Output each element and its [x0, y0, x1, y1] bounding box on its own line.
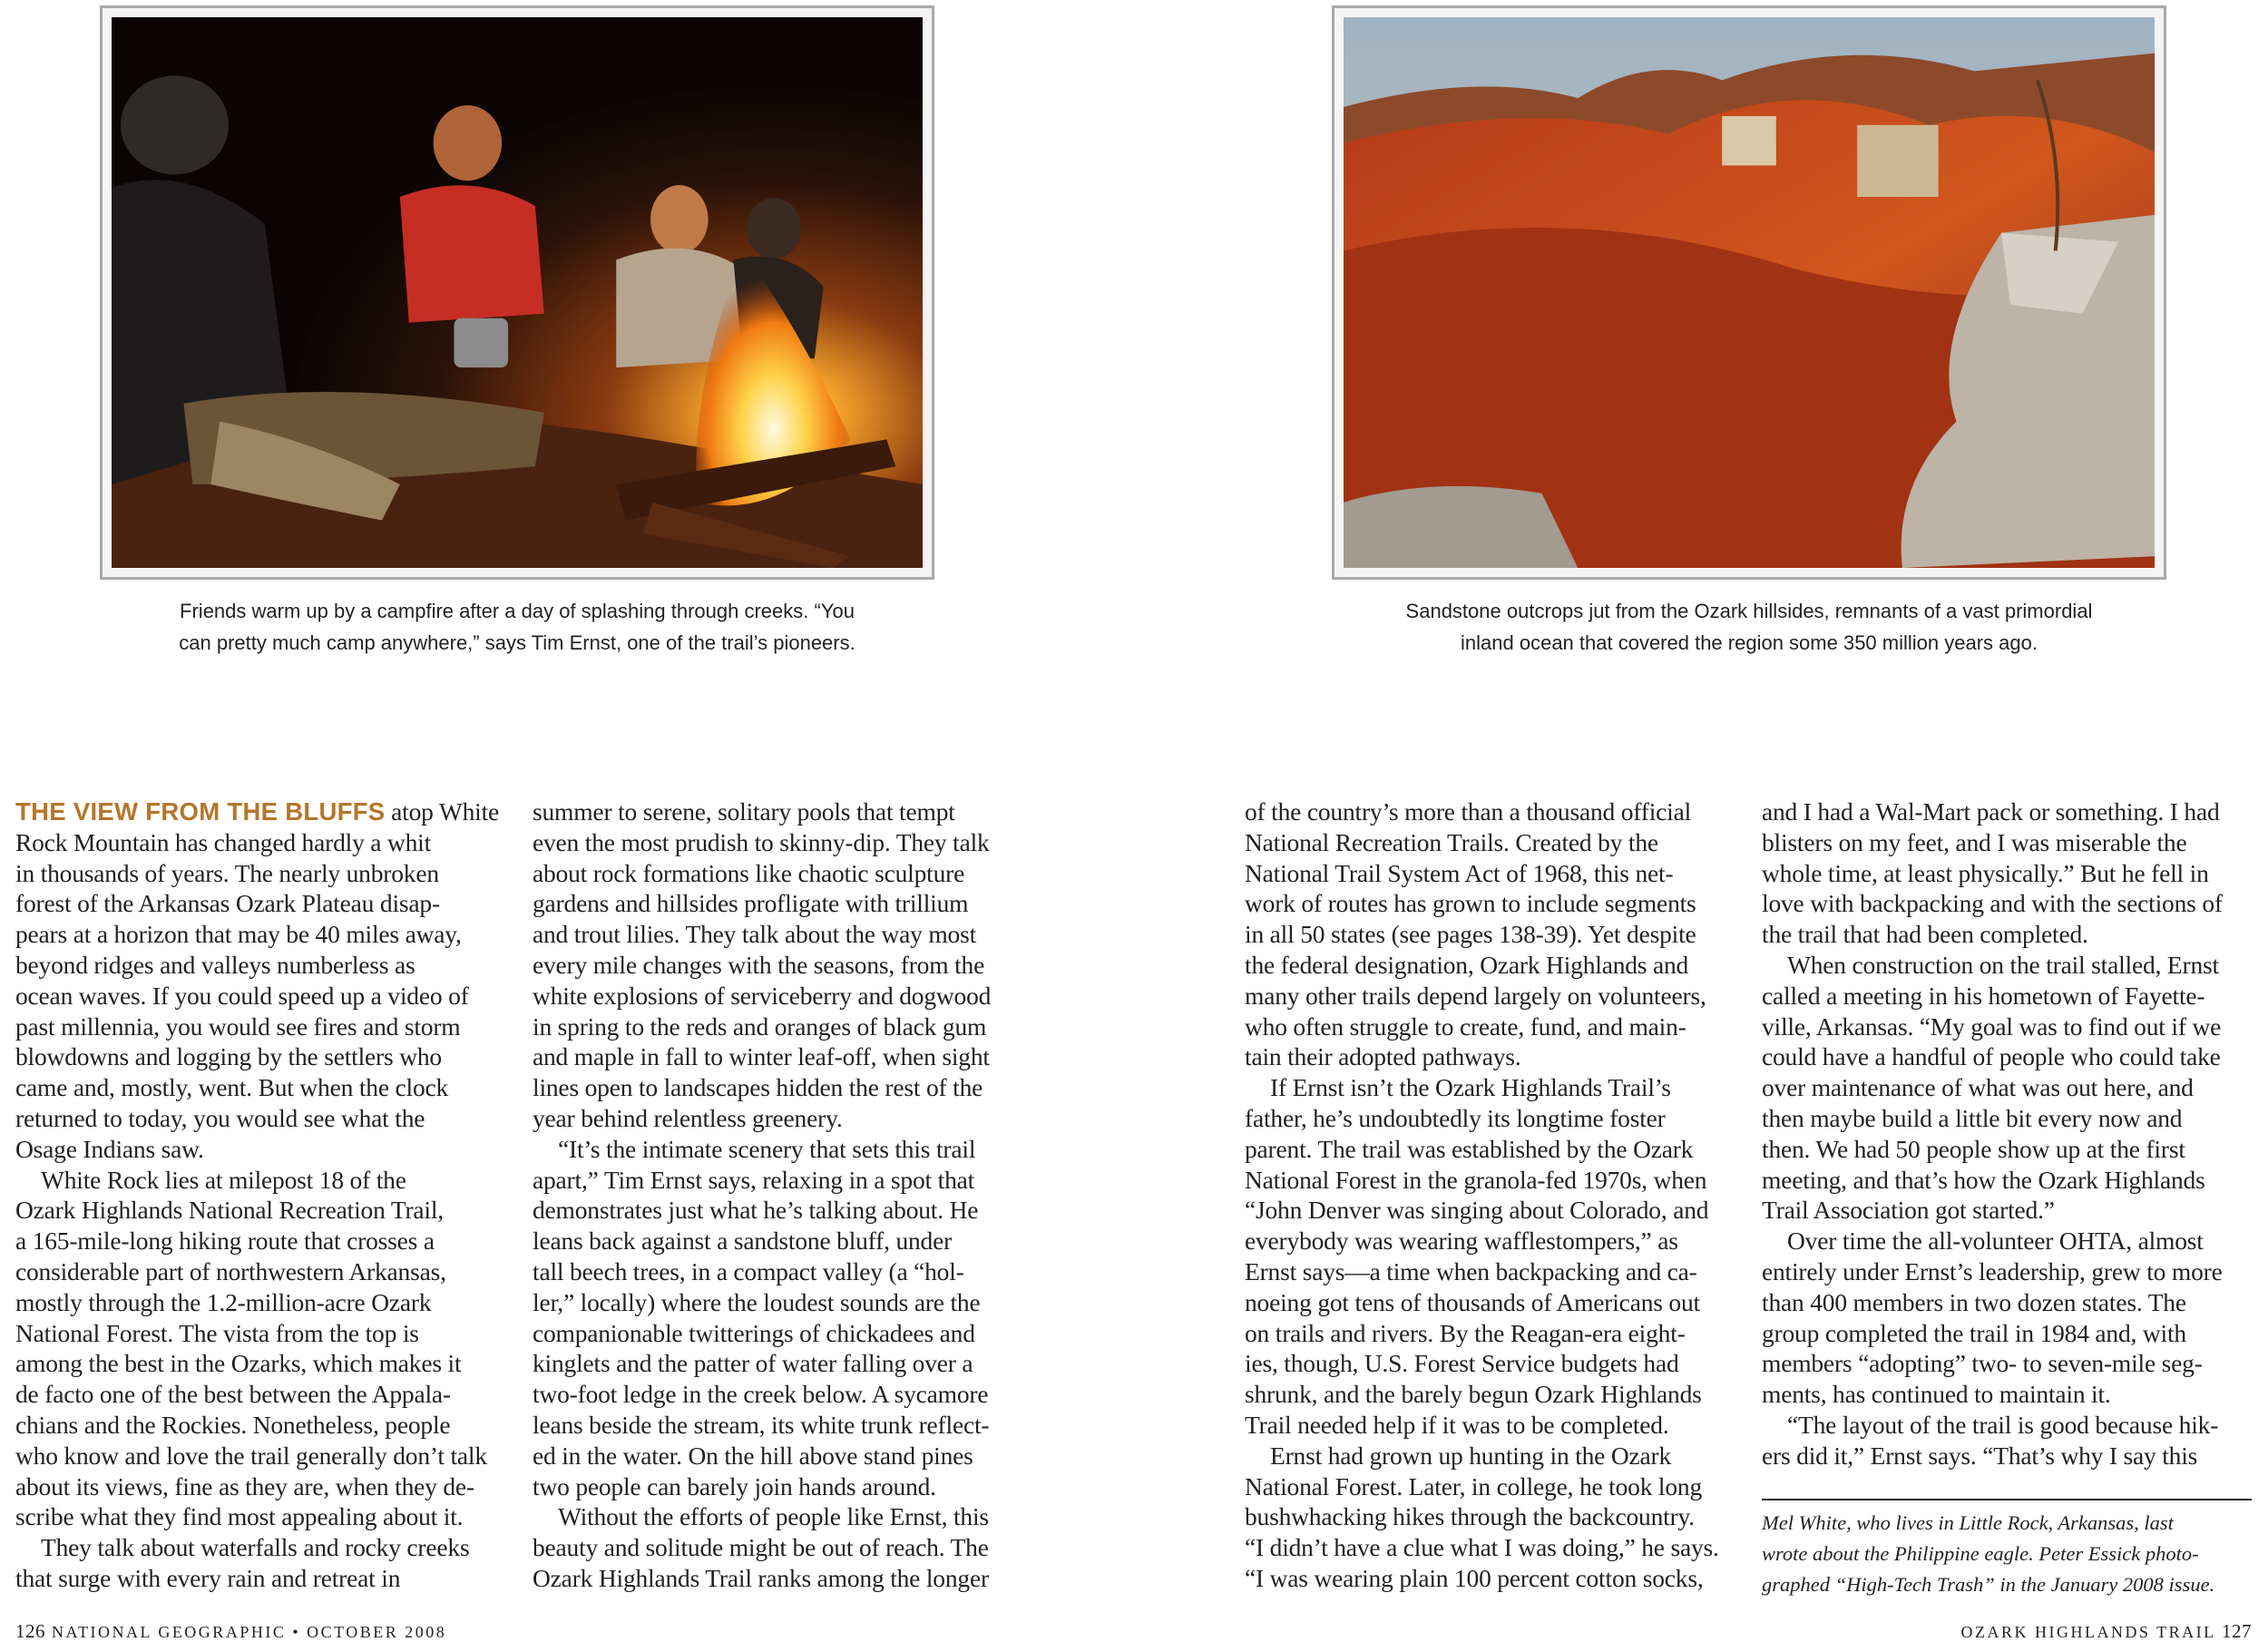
bluffs-photo-image	[1344, 17, 2155, 568]
article-line: blowdowns and logging by the settlers who	[15, 1042, 442, 1071]
article-line	[15, 797, 505, 827]
bio-line: Mel White, who lives in Little Rock, Arkansas, last	[1762, 1511, 2174, 1534]
article-line: beyond ridges and valleys numberless as	[15, 950, 415, 979]
article-line: forest of the Arkansas Ozark Plateau disap-	[15, 889, 440, 918]
article-line: entirely under Ernst’s leadership, grew to more	[1762, 1256, 2223, 1285]
article-line: many other trails depend largely on volunteers,	[1245, 981, 1706, 1010]
page-number-left: 126	[15, 1620, 45, 1642]
article-line: of the country’s more than a thousand official	[1245, 797, 1692, 826]
article-line: bushwhacking hikes through the backcountry.	[1245, 1502, 1695, 1531]
article-line: “John Denver was singing about Colorado, and	[1245, 1196, 1709, 1225]
caption-line: Sandstone outcrops jut from the Ozark hillsides, remnants of a vast primordial	[1405, 600, 2093, 622]
article-line: father, he’s undoubtedly its longtime foster	[1245, 1103, 1666, 1132]
article-line: in thousands of years. The nearly unbroken	[15, 858, 439, 887]
article-line: mostly through the 1.2-million-acre Ozark	[15, 1287, 432, 1316]
article-line: could have a handful of people who could take	[1762, 1042, 2221, 1071]
article-line: National Recreation Trails. Created by the	[1245, 827, 1658, 856]
page-number-right: 127	[2222, 1620, 2252, 1642]
article-line: and maple in fall to winter leaf-off, when sight	[533, 1042, 990, 1071]
article-line: If Ernst isn’t the Ozark Highlands Trail’s	[1270, 1073, 1671, 1102]
article-line: They talk about waterfalls and rocky creeks	[41, 1533, 470, 1562]
article-line: “I didn’t have a clue what I was doing,” he says.	[1245, 1533, 1719, 1562]
article-line: lines open to landscapes hidden the rest of the	[533, 1073, 983, 1102]
article-line: about rock formations like chaotic sculpture	[533, 858, 965, 887]
article-line: scribe what they find most appealing about it.	[15, 1502, 464, 1531]
article-line: National Forest. The vista from the top is	[15, 1318, 419, 1347]
article-line: White Rock lies at milepost 18 of the	[41, 1165, 406, 1194]
article-line: leans back against a sandstone bluff, under	[533, 1227, 953, 1256]
article-line: two-foot ledge in the creek below. A sycamore	[533, 1380, 989, 1409]
bio-line: wrote about the Philippine eagle. Peter Essick photo-	[1762, 1542, 2199, 1565]
article-line: tall beech trees, in a compact valley (a “hol-	[533, 1256, 964, 1285]
article-line: companionable twitterings of chickadees and	[533, 1318, 975, 1347]
article-line: ler,” locally) where the loudest sounds are the	[533, 1287, 981, 1316]
article-line: even the most prudish to skinny-dip. They talk	[533, 827, 990, 856]
article-line: Rock Mountain has changed hardly a whit	[15, 827, 432, 856]
article-line: then. We had 50 people show up at the first	[1762, 1134, 2185, 1163]
article-line: summer to serene, solitary pools that tempt	[533, 797, 955, 826]
article-line: ocean waves. If you could speed up a video of	[15, 981, 469, 1010]
caption-line: can pretty much camp anywhere,” says Tim Ernst, one of the trail’s pioneers.	[179, 631, 855, 654]
bio-divider	[1762, 1499, 2252, 1500]
article-line: parent. The trail was established by the Ozark	[1245, 1134, 1694, 1163]
article-line: the federal designation, Ozark Highlands and	[1245, 950, 1689, 979]
bio-line: graphed “High-Tech Trash” in the January 2008 issue.	[1762, 1573, 2215, 1596]
article-line: that surge with every rain and retreat in	[15, 1563, 401, 1592]
article-line: considerable part of northwestern Arkansas,	[15, 1256, 446, 1285]
article-line: de facto one of the best between the Appala-	[15, 1380, 451, 1409]
article-line: National Forest. Later, in college, he took long	[1245, 1471, 1703, 1500]
caption-line: Friends warm up by a campfire after a day of splashing through creeks. “You	[180, 600, 855, 622]
article-line: everybody was wearing wafflestompers,” as	[1245, 1227, 1678, 1256]
article-line: tain their adopted pathways.	[1245, 1042, 1521, 1071]
article-line: in all 50 states (see pages 138-39). Yet despite	[1245, 920, 1696, 949]
article-line: pears at a horizon that may be 40 miles away,	[15, 920, 462, 949]
article-line: ers did it,” Ernst says. “That’s why I say this	[1762, 1441, 2198, 1470]
article-line: demonstrates just what he’s talking about. He	[533, 1196, 979, 1225]
article-line: “The layout of the trail is good because hik-	[1787, 1410, 2219, 1439]
col4-lines	[1762, 797, 2252, 1471]
article-line: and trout lilies. They talk about the way most	[533, 920, 977, 949]
article-line: meeting, and that’s how the Ozark Highlands	[1762, 1165, 2205, 1194]
article-line: National Trail System Act of 1968, this net-	[1245, 858, 1674, 887]
article-line: and I had a Wal-Mart pack or something. I had	[1762, 797, 2220, 826]
article-text: atop White	[385, 797, 500, 826]
article-line: than 400 members in two dozen states. The	[1762, 1287, 2186, 1316]
article-line: Ozark Highlands Trail ranks among the longer	[533, 1563, 989, 1592]
article-line: Ozark Highlands National Recreation Trail,	[15, 1196, 444, 1225]
article-column-3	[1245, 797, 1735, 1594]
article-line: ies, though, U.S. Forest Service budgets had	[1245, 1349, 1679, 1378]
col1-lines	[15, 827, 505, 1594]
article-line: came and, mostly, went. But when the clock	[15, 1073, 449, 1102]
article-line: ville, Arkansas. “My goal was to find out if we	[1762, 1012, 2222, 1041]
article-line: love with backpacking and with the sections of	[1762, 889, 2223, 918]
lead-in-heading: THE VIEW FROM THE BLUFFS	[15, 797, 386, 826]
article-line: apart,” Tim Ernst says, relaxing in a spot that	[533, 1165, 975, 1194]
article-line: members “adopting” two- to seven-mile seg-	[1762, 1349, 2203, 1378]
article-line: group completed the trail in 1984 and, with	[1762, 1318, 2186, 1347]
article-line: Over time the all-volunteer OHTA, almost	[1787, 1227, 2204, 1256]
article-line: two people can barely join hands around.	[533, 1471, 936, 1500]
article-line: returned to today, you would see what the	[15, 1103, 425, 1132]
article-line: who know and love the trail generally don’t talk	[15, 1441, 487, 1470]
article-line: leans beside the stream, its white trunk reflect-	[533, 1410, 990, 1439]
article-line: When construction on the trail stalled, Ernst	[1787, 950, 2219, 979]
article-line: ed in the water. On the hill above stand pines	[533, 1441, 973, 1470]
article-line: Ernst had grown up hunting in the Ozark	[1270, 1441, 1672, 1470]
campfire-caption	[100, 595, 934, 659]
campfire-photo-image	[112, 17, 923, 568]
article-line: on trails and rivers. By the Reagan-era eight-	[1245, 1318, 1686, 1347]
article-line: kinglets and the patter of water falling over a	[533, 1349, 973, 1378]
article-line: “I was wearing plain 100 percent cotton socks,	[1245, 1563, 1704, 1592]
article-column-1	[15, 797, 505, 1594]
article-line: blisters on my feet, and I was miserable the	[1762, 827, 2187, 856]
article-line: then maybe build a little bit every now and	[1762, 1103, 2183, 1132]
article-line: every mile changes with the seasons, from the	[533, 950, 985, 979]
article-line: who often struggle to create, fund, and main-	[1245, 1012, 1686, 1041]
author-bio	[1762, 1508, 2214, 1600]
article-line: the trail that had been completed.	[1762, 920, 2088, 949]
article-line: Trail Association got started.”	[1762, 1196, 2055, 1225]
article-line: in spring to the reds and oranges of black gum	[533, 1012, 987, 1041]
article-line: whole time, at least physically.” But he fell in	[1762, 858, 2209, 887]
article-line: work of routes has grown to include segments	[1245, 889, 1696, 918]
caption-line: inland ocean that covered the region some 350 million years ago.	[1461, 631, 2038, 654]
article-line: about its views, fine as they are, when they de-	[15, 1471, 474, 1500]
article-column-4	[1762, 797, 2252, 1471]
article-line: ments, has continued to maintain it.	[1762, 1380, 2111, 1409]
article-line: white explosions of serviceberry and dogwood	[533, 981, 992, 1010]
article-column-2	[533, 797, 1022, 1594]
article-line: Trail needed help if it was to be completed.	[1245, 1410, 1669, 1439]
article-line: chians and the Rockies. Nonetheless, people	[15, 1410, 451, 1439]
article-line: Without the efforts of people like Ernst, this	[558, 1502, 989, 1531]
article-line: noeing got tens of thousands of Americans out	[1245, 1287, 1700, 1316]
article-line: year behind relentless greenery.	[533, 1103, 843, 1132]
article-line: over maintenance of what was out here, and	[1762, 1073, 2194, 1102]
left-folio	[15, 1621, 446, 1642]
article-line: beauty and solitude might be out of reach. The	[533, 1533, 989, 1562]
article-line: among the best in the Ozarks, which makes it	[15, 1349, 462, 1378]
running-head-right: OZARK HIGHLANDS TRAIL	[1960, 1623, 2215, 1641]
article-line: a 165-mile-long hiking route that crosses a	[15, 1227, 435, 1256]
article-line: past millennia, you would see fires and storm	[15, 1012, 461, 1041]
article-line: “It’s the intimate scenery that sets this trail	[558, 1134, 976, 1163]
article-line: called a meeting in his hometown of Fayette-	[1762, 981, 2205, 1010]
campfire-photo	[100, 5, 934, 580]
article-line: shrunk, and the barely begun Ozark Highlands	[1245, 1380, 1702, 1409]
right-folio	[1961, 1621, 2253, 1642]
col3-lines	[1245, 797, 1735, 1594]
col2-lines	[533, 797, 1022, 1594]
article-line: gardens and hillsides profligate with trillium	[533, 889, 969, 918]
running-head-left: NATIONAL GEOGRAPHIC • OCTOBER 2008	[52, 1623, 447, 1641]
bluffs-caption	[1332, 595, 2166, 659]
article-line: Ernst says—a time when backpacking and ca-	[1245, 1256, 1697, 1285]
bluffs-photo	[1332, 5, 2166, 580]
article-line: Osage Indians saw.	[15, 1134, 204, 1163]
article-line: National Forest in the granola-fed 1970s, when	[1245, 1165, 1707, 1194]
